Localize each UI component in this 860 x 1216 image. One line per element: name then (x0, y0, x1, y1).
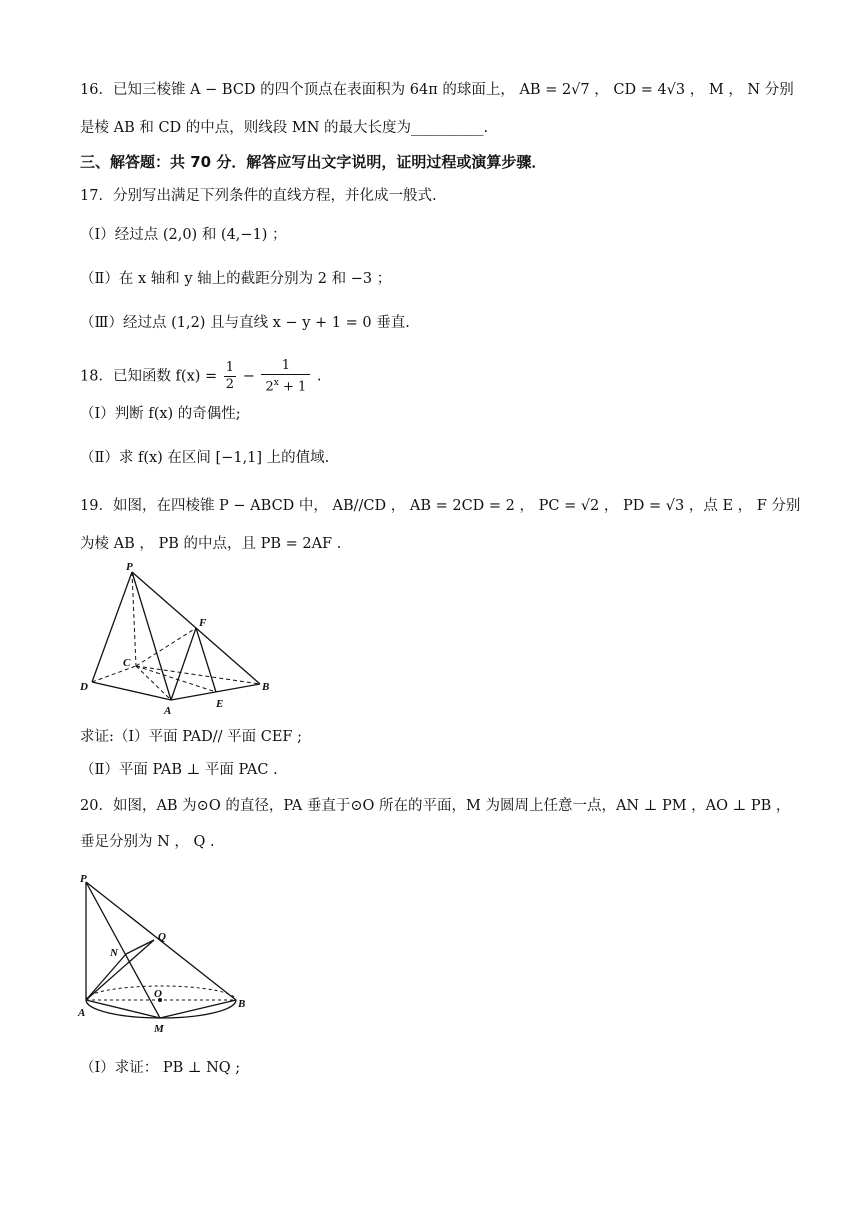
label-C: C (123, 657, 131, 669)
section-3-heading: 三、解答题：共 70 分．解答应写出文字说明，证明过程或演算步骤． (80, 153, 547, 171)
edge-PC (132, 572, 136, 666)
label-N: N (110, 947, 118, 959)
label-O: O (154, 988, 162, 1000)
q20-line2: 垂足分别为 N ， Q . (80, 834, 215, 850)
label-F: F (199, 617, 207, 629)
q19-pyramid-figure (78, 560, 278, 720)
q18-frac2-numerator: 1 (261, 358, 310, 375)
segment-FA (171, 628, 196, 700)
q19-line1: 19．如图，在四棱锥 P − ABCD 中， AB//CD ， AB = 2CD = 2 ， PC = √2 ， PD = √3 ，点 E ， F 分别 (80, 498, 801, 514)
segment-CE (136, 666, 216, 692)
label-M: M (154, 1023, 164, 1035)
q19-line2: 为棱 AB ， PB 的中点，且 PB = 2AF . (80, 536, 342, 552)
q17-part2: （Ⅱ）在 x 轴和 y 轴上的截距分别为 2 和 −3 ； (80, 271, 392, 287)
label-P: P (126, 561, 133, 573)
q18-frac1-denominator: 2 (225, 377, 235, 393)
q18-part1: （Ⅰ）判断 f(x) 的奇偶性; (80, 406, 241, 422)
q18-stem-suffix: . (316, 368, 322, 385)
circle-front-arc (86, 1000, 236, 1018)
q18-frac2-denominator (261, 375, 310, 395)
q18-part2: （Ⅱ）求 f(x) 在区间 [−1,1] 上的值域. (80, 450, 330, 466)
q18-frac2-den-exponent: x (273, 378, 279, 388)
segment-PM (86, 882, 160, 1018)
edge-DA (92, 682, 171, 700)
label-D: D (80, 681, 88, 693)
q18-frac2-den-rest: + 1 (278, 379, 307, 395)
q20-circle-svg (74, 870, 264, 1040)
q18-fraction-1 (224, 360, 236, 393)
q17-stem: 17．分别写出满足下列条件的直线方程，并化成一般式. (80, 188, 437, 204)
label-A: A (164, 705, 172, 717)
q20-circle-figure (74, 870, 264, 1040)
q18-fraction-2 (261, 358, 310, 395)
q18-frac2-den-base: 2 (265, 379, 274, 395)
q19-proof-1: 求证:（Ⅰ）平面 PAD// 平面 CEF ; (80, 729, 302, 745)
segment-CF (136, 628, 196, 666)
q20-line1: 20．如图，AB 为⊙O 的直径，PA 垂直于⊙O 所在的平面，M 为圆周上任意一点，AN ⊥ PM ，AO ⊥ PB ， (80, 798, 791, 814)
label-P: P (80, 873, 87, 885)
segment-AQ (86, 940, 154, 1000)
q20-part1: （Ⅰ）求证： PB ⊥ NQ ; (80, 1060, 241, 1076)
q18-stem (80, 358, 785, 398)
q16-line1: 16．已知三棱锥 A − BCD 的四个顶点在表面积为 64π 的球面上， AB = 2√7 ， CD = 4√3 ， M ， N 分别 (80, 82, 794, 98)
label-B: B (238, 998, 246, 1010)
label-B: B (262, 681, 270, 693)
edge-CB (136, 666, 260, 684)
q19-proof-2: （Ⅱ）平面 PAB ⊥ 平面 PAC . (80, 762, 278, 778)
q18-stem-prefix: 18．已知函数 f(x) = (80, 368, 218, 385)
q17-part1: （Ⅰ）经过点 (2,0) 和 (4,−1) ； (80, 227, 287, 243)
q19-pyramid-svg (78, 560, 278, 720)
label-A: A (78, 1007, 86, 1019)
q17-part3: （Ⅲ）经过点 (1,2) 且与直线 x − y + 1 = 0 垂直. (80, 315, 410, 331)
q16-line2: 是棱 AB 和 CD 的中点，则线段 MN 的最大长度为__________. (80, 120, 489, 136)
label-Q: Q (158, 931, 166, 943)
label-E: E (216, 698, 224, 710)
segment-AN (86, 954, 126, 1000)
q18-minus: − (242, 368, 255, 385)
q18-frac1-numerator: 1 (225, 360, 235, 376)
